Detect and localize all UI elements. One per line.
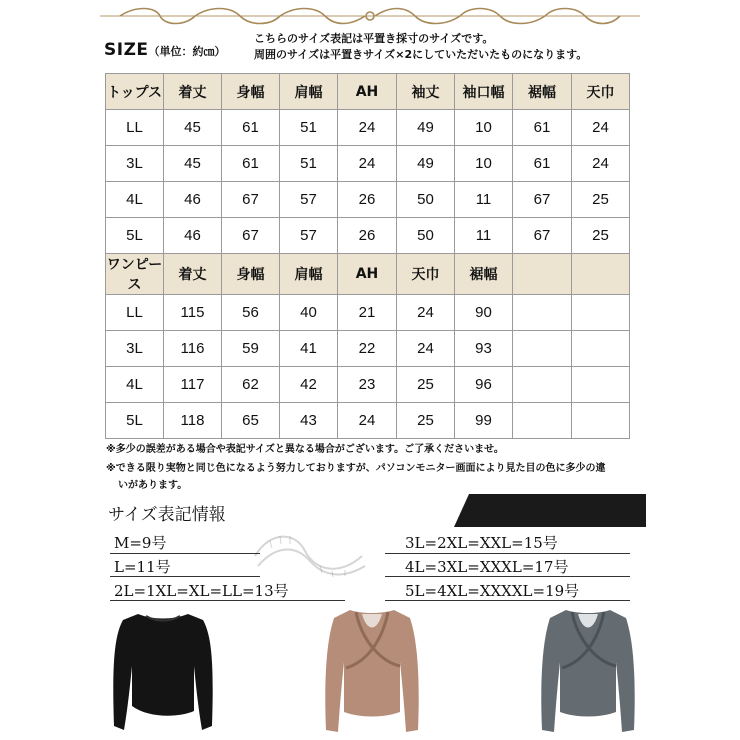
table-cell: 24 [397,295,455,331]
size-label: 5L [106,218,164,254]
table-cell: 57 [280,218,338,254]
column-header: AH [338,74,397,110]
size-eq-left-2: L=11号 [114,558,171,576]
table-cell: 96 [455,367,513,403]
measuring-tape-image [250,526,370,584]
size-label: 3L [106,331,164,367]
table-cell: 61 [222,110,280,146]
table-cell-empty [513,403,572,439]
divider-line [385,553,630,554]
table-cell: 41 [280,331,338,367]
table-cell-empty [572,331,630,367]
divider-line [385,576,630,577]
table-cell: 118 [164,403,222,439]
column-header: 裾幅 [513,74,572,110]
table-row [106,295,630,331]
table-cell: 59 [222,331,280,367]
table-cell: 57 [280,182,338,218]
table-cell: 116 [164,331,222,367]
table-cell: 67 [513,218,572,254]
divider-line [385,600,630,601]
measurement-note-1: こちらのサイズ表記は平置き採寸のサイズです。 [254,32,494,45]
table-cell: 65 [222,403,280,439]
table-cell: 56 [222,295,280,331]
table-cell-empty [572,295,630,331]
size-eq-right-2: 4L=3XL=XXXL=17号 [405,558,569,576]
table-cell: 26 [338,182,397,218]
size-unit: （単位：約㎝） [148,45,226,58]
size-label: 5L [106,403,164,439]
ornament-divider [100,4,640,28]
table-cell: 11 [455,218,513,254]
table-cell: 24 [572,110,630,146]
header-cell-empty [572,254,630,295]
table-cell: 11 [455,182,513,218]
table-cell: 115 [164,295,222,331]
table-cell: 22 [338,331,397,367]
size-heading [104,40,226,60]
table-cell: 51 [280,146,338,182]
divider-line [110,553,260,554]
table-cell: 10 [455,110,513,146]
table-row [106,331,630,367]
footnote-1: ※多少の誤差がある場合や表記サイズと異なる場合がございます。ご了承くださいませ。 [106,444,504,455]
table-cell: 24 [338,110,397,146]
table-cell: 93 [455,331,513,367]
table-cell-empty [572,403,630,439]
table-cell: 23 [338,367,397,403]
table-cell: 61 [222,146,280,182]
table-cell: 61 [513,146,572,182]
onepiece-section-label: ワンピース [106,254,164,295]
table-cell: 25 [397,403,455,439]
table-cell: 45 [164,110,222,146]
table-cell: 26 [338,218,397,254]
table-cell: 43 [280,403,338,439]
table-cell-empty [572,367,630,403]
measurement-note-2: 周囲のサイズは平置きサイズ×2にしていただいたものになります。 [254,48,588,61]
column-header: 身幅 [222,254,280,295]
table-cell: 10 [455,146,513,182]
table-cell: 25 [572,182,630,218]
size-label: 3L [106,146,164,182]
size-label: 4L [106,367,164,403]
table-cell: 24 [338,146,397,182]
tops-section-label: トップス [106,74,164,110]
tops-header-row [106,74,630,110]
table-row [106,218,630,254]
table-row [106,146,630,182]
table-cell: 51 [280,110,338,146]
table-cell: 25 [397,367,455,403]
column-header: 袖口幅 [455,74,513,110]
table-cell: 67 [513,182,572,218]
column-header: 袖丈 [397,74,455,110]
column-header: 身幅 [222,74,280,110]
table-row [106,110,630,146]
table-cell-empty [513,367,572,403]
size-eq-right-3: 5L=4XL=XXXXL=19号 [405,582,580,600]
size-label: LL [106,110,164,146]
table-cell: 46 [164,218,222,254]
table-cell: 99 [455,403,513,439]
table-cell: 49 [397,110,455,146]
table-cell: 61 [513,110,572,146]
column-header: 着丈 [164,74,222,110]
table-cell: 25 [572,218,630,254]
table-cell: 21 [338,295,397,331]
table-cell: 40 [280,295,338,331]
table-cell: 46 [164,182,222,218]
table-cell-empty [513,295,572,331]
table-cell-empty [513,331,572,367]
column-header: 天巾 [572,74,630,110]
table-cell: 42 [280,367,338,403]
table-cell: 49 [397,146,455,182]
size-title: SIZE [104,40,149,60]
column-header: 肩幅 [280,74,338,110]
footnote-3: いがあります。 [118,480,188,491]
table-cell: 24 [572,146,630,182]
column-header: 裾幅 [455,254,513,295]
size-eq-left-3: 2L=1XL=XL=LL=13号 [114,582,289,600]
table-cell: 62 [222,367,280,403]
column-header: 肩幅 [280,254,338,295]
size-label: LL [106,295,164,331]
table-cell: 90 [455,295,513,331]
onepiece-header-row [106,254,630,295]
table-cell: 24 [338,403,397,439]
table-cell: 117 [164,367,222,403]
size-eq-left-1: M=9号 [114,534,167,552]
column-header: 天巾 [397,254,455,295]
gray-sweater-photo [538,602,638,738]
table-cell: 50 [397,218,455,254]
mocha-sweater-photo [322,602,422,738]
black-sweater-photo [108,606,218,736]
size-label: 4L [106,182,164,218]
size-info-title: サイズ表記情報 [108,505,226,525]
table-row [106,403,630,439]
table-cell: 45 [164,146,222,182]
table-cell: 50 [397,182,455,218]
divider-line [110,600,345,601]
size-eq-right-1: 3L=2XL=XXL=15号 [405,534,558,552]
footnote-2: ※できる限り実物と同じ色になるよう努力しておりますが、パソコンモニター画面により見た目の色に多少の違 [106,463,606,474]
table-row [106,367,630,403]
table-cell: 67 [222,218,280,254]
header-cell-empty [513,254,572,295]
table-cell: 67 [222,182,280,218]
table-cell: 24 [397,331,455,367]
size-table [105,73,630,439]
divider-line [110,576,260,577]
column-header: AH [338,254,397,295]
column-header: 着丈 [164,254,222,295]
table-row [106,182,630,218]
